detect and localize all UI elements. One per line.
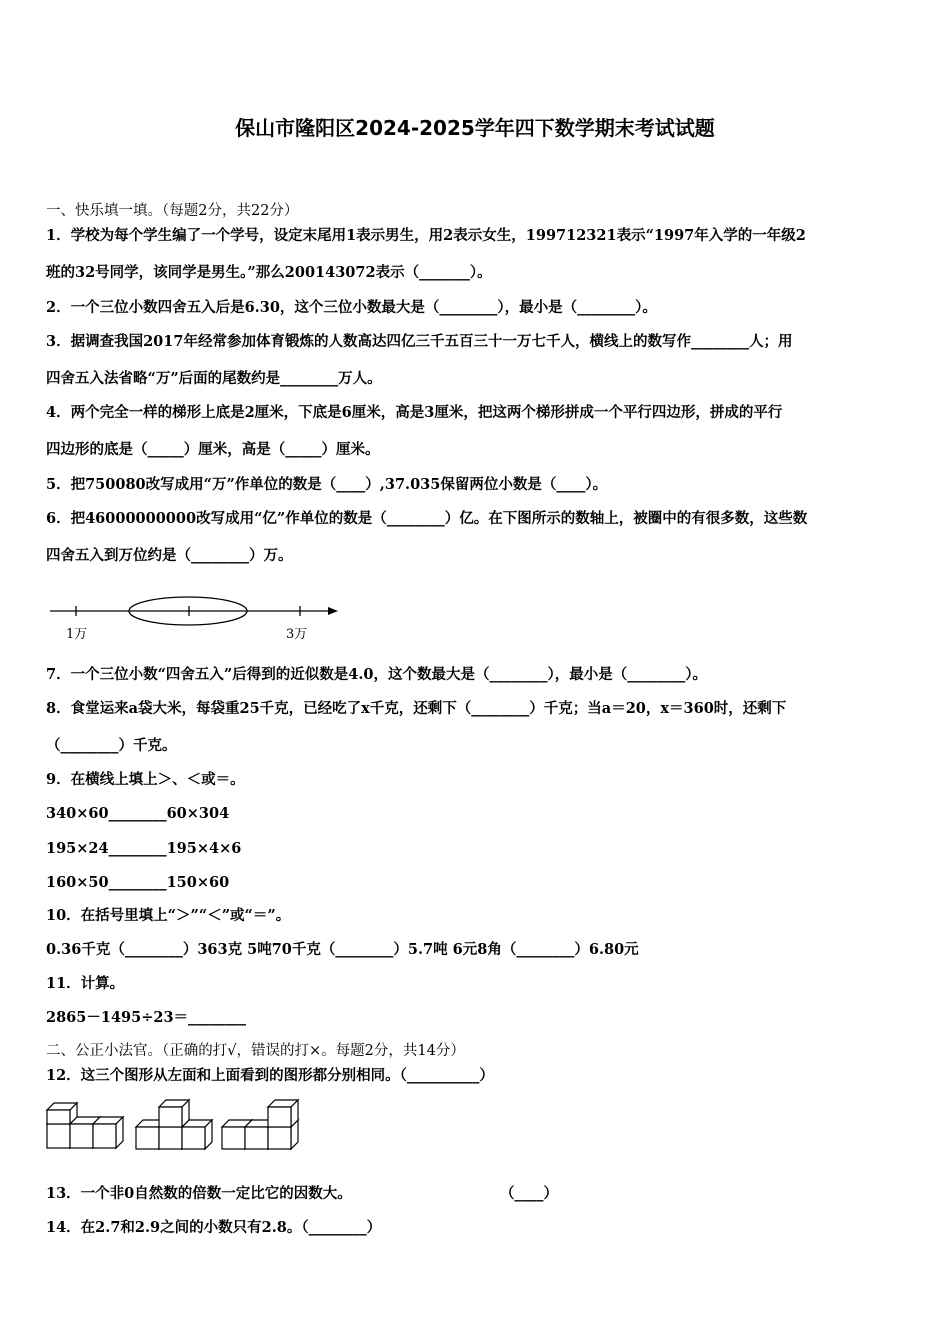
- q9-b: 195×24________195×4×6: [46, 840, 242, 857]
- q4-line1: 4．两个完全一样的梯形上底是2厘米，下底是6厘米，高是3厘米，把这两个梯形拼成一个平行四边形，拼成的平行: [46, 404, 783, 421]
- cube-figure-1: [47, 1103, 123, 1148]
- number-line-arrow: [328, 607, 338, 615]
- label-1wan: 1万: [66, 627, 88, 642]
- q13: 13．一个非0自然数的倍数一定比它的因数大。: [46, 1185, 352, 1202]
- cube-figure-3: [222, 1100, 298, 1149]
- q1-line1: 1．学校为每个学生编了一个学号，设定末尾用1表示男生，用2表示女生，199712321表示“1997年入学的一年级2: [46, 227, 806, 244]
- q1-line2: 班的32号同学，该同学是男生。”那么200143072表示（_______）。: [46, 264, 492, 281]
- q8-line2: （________）千克。: [46, 737, 177, 754]
- cube-figure-2: [136, 1100, 212, 1149]
- section2-heading: 二、公正小法官。（正确的打√，错误的打×。每题2分，共14分）: [46, 1043, 465, 1059]
- q13-blank: （____）: [500, 1185, 558, 1202]
- q2: 2．一个三位小数四舍五入后是6.30，这个三位小数最大是（________），最小是（________）。: [46, 299, 657, 316]
- page-title: 保山市隆阳区2024-2025学年四下数学期末考试试题: [235, 116, 715, 140]
- number-line-figure: [46, 590, 346, 646]
- q9-a: 340×60________60×304: [46, 805, 230, 822]
- q8-line1: 8．食堂运来a袋大米，每袋重25千克，已经吃了x千克，还剩下（________）千克；当a＝20，x＝360时，还剩下: [46, 700, 787, 717]
- q6-line2: 四舍五入到万位约是（________）万。: [46, 547, 293, 564]
- label-3wan: 3万: [286, 627, 308, 642]
- q3-line1: 3．据调查我国2017年经常参加体育锻炼的人数高达四亿三千五百三十一万七千人，横线上的数写作________人；用: [46, 333, 793, 350]
- q9: 9．在横线上填上＞、＜或＝。: [46, 771, 245, 788]
- q7: 7．一个三位小数“四舍五入”后得到的近似数是4.0，这个数最大是（________），最小是（________）。: [46, 666, 707, 683]
- q14: 14．在2.7和2.9之间的小数只有2.8。（________）: [46, 1219, 382, 1236]
- q11: 11．计算。: [46, 975, 125, 992]
- q4-line2: 四边形的底是（_____）厘米，高是（_____）厘米。: [46, 441, 380, 458]
- q9-c: 160×50________150×60: [46, 874, 230, 891]
- q3-line2: 四舍五入法省略“万”后面的尾数约是________万人。: [46, 370, 382, 387]
- q11-expression: 2865－1495÷23＝________: [46, 1009, 247, 1026]
- cube-figures: [44, 1096, 302, 1154]
- q5: 5．把750080改写成用“万”作单位的数是（____）,37.035保留两位小数是（____）。: [46, 476, 608, 493]
- q10: 10．在括号里填上“＞”“＜”或“＝”。: [46, 907, 291, 924]
- q12: 12．这三个图形从左面和上面看到的图形都分别相同。（__________）: [46, 1067, 494, 1084]
- q6-line1: 6．把46000000000改写成用“亿”作单位的数是（________）亿。在下图所示的数轴上，被圈中的有很多数，这些数: [46, 510, 808, 527]
- section1-heading: 一、快乐填一填。（每题2分，共22分）: [46, 203, 299, 219]
- q10-items: 0.36千克（________）363克 5吨70千克（________）5.7吨 6元8角（________）6.80元: [46, 941, 639, 958]
